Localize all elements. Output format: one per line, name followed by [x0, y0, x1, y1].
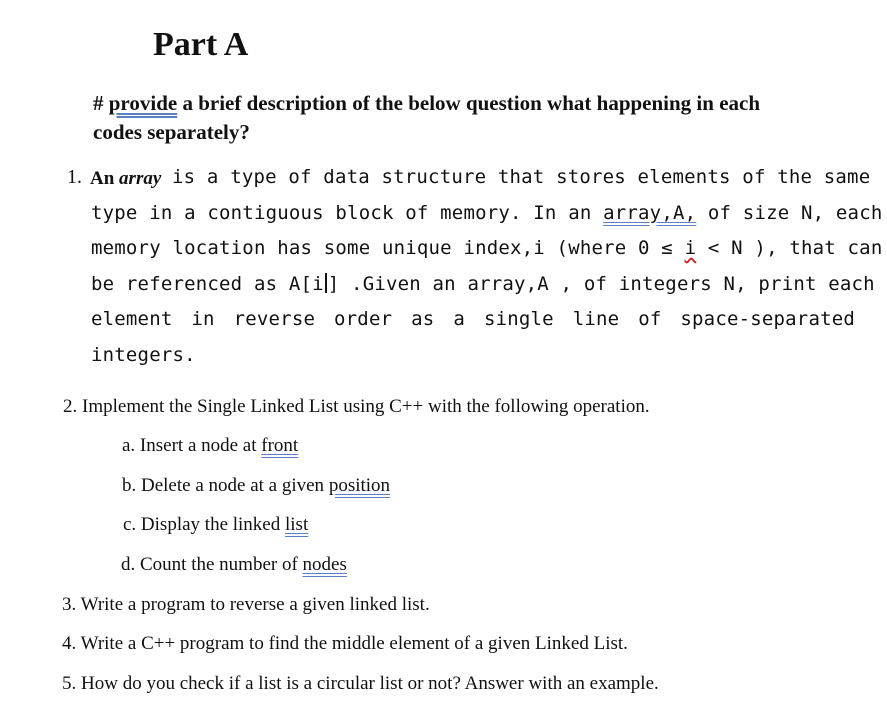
page-title: Part A	[153, 26, 249, 63]
q2-sub-d: d. Count the number of nodes	[121, 554, 347, 575]
provide-word: provide	[108, 91, 178, 115]
q1-line-4: be referenced as A[i ] .Given an array,A , of integers N, print each	[91, 273, 875, 295]
q1-line-6: integers.	[91, 344, 196, 366]
q2-sub-a: a. Insert a node at front	[122, 435, 299, 456]
q1-line-3: memory location has some unique index,i (where 0 ≤ i < N ), that can	[91, 237, 883, 259]
list-link: list	[285, 514, 309, 535]
front-link: front	[261, 435, 299, 456]
q5-text: 5. How do you check if a list is a circular list or not? Answer with an example.	[62, 673, 659, 694]
q1-line-5: element in reverse order as a single line of space-separated	[91, 308, 855, 330]
q2-sub-c: c. Display the linked list	[123, 514, 309, 535]
q2-sub-b: b. Delete a node at a given position	[122, 475, 391, 496]
instruction-line-2: codes separately?	[93, 120, 250, 144]
position-link: position	[328, 475, 391, 496]
q1-line-1: is a type of data structure that stores elements of the same	[172, 166, 871, 188]
q3-text: 3. Write a program to reverse a given linked list.	[62, 594, 430, 615]
instruction-text	[93, 89, 760, 147]
q1-number: 1.	[67, 166, 82, 188]
q2-text: 2. Implement the Single Linked List using C++ with the following operation.	[63, 396, 650, 417]
index-i-spellcheck: i	[684, 237, 697, 259]
q1-lead: An array	[90, 168, 162, 189]
q1-line-2: type in a contiguous block of memory. In an array,A, of size N, each	[91, 202, 883, 224]
instruction-line-1: # provide a brief description of the below question what happening in each	[93, 91, 761, 115]
q4-text: 4. Write a C++ program to find the middle element of a given Linked List.	[62, 633, 628, 654]
array-a-link: array,A,	[603, 202, 697, 224]
text-cursor	[325, 273, 327, 293]
nodes-link: nodes	[302, 554, 347, 575]
